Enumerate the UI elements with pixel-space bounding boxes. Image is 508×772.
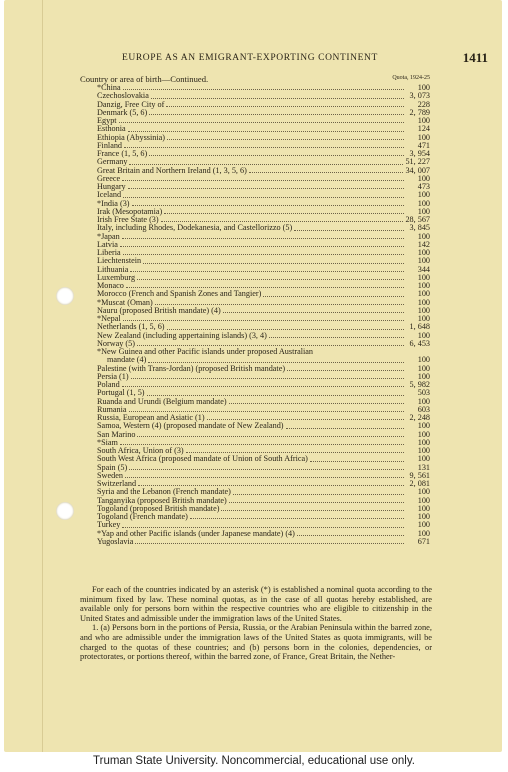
dot-leader — [233, 494, 404, 495]
table-row — [97, 398, 430, 406]
dot-leader — [132, 205, 404, 206]
country-name: Lithuania — [97, 264, 129, 274]
dot-leader — [123, 320, 404, 321]
country-name: South Africa, Union of (3) — [97, 446, 184, 455]
country-name: Finland — [97, 140, 123, 150]
quota-value: 3, 954 — [409, 149, 430, 158]
quota-value: 603 — [417, 404, 430, 414]
dot-leader — [149, 114, 404, 115]
dot-leader — [123, 89, 404, 90]
quota-value: 100 — [417, 297, 430, 307]
quota-table — [97, 84, 430, 546]
punch-hole-top — [56, 287, 74, 305]
quota-value: 100 — [417, 198, 430, 208]
dot-leader — [249, 172, 404, 173]
country-name: Spain (5) — [97, 462, 128, 472]
quota-value: 100 — [417, 272, 430, 282]
table-row — [97, 422, 430, 430]
dot-leader — [151, 98, 404, 99]
footnotes — [80, 585, 432, 662]
quota-value: 100 — [417, 190, 430, 200]
dot-leader — [137, 345, 404, 346]
country-name: Irish Free State (3) — [97, 215, 159, 224]
country-name: Rumania — [97, 404, 127, 414]
quota-value: 100 — [417, 396, 430, 406]
binding-fold-line — [42, 0, 43, 752]
country-name: *Nepal — [97, 314, 121, 323]
quota-value: 100 — [417, 256, 430, 266]
quota-value: 471 — [417, 140, 430, 150]
table-row — [97, 117, 430, 125]
dot-leader — [223, 312, 404, 313]
punch-hole-bottom — [56, 502, 74, 520]
quota-value: 100 — [417, 503, 430, 513]
quota-value: 100 — [417, 206, 430, 216]
country-name: Egypt — [97, 116, 117, 125]
dot-leader — [297, 535, 404, 536]
table-row — [97, 365, 430, 373]
country-name: Liechtenstein — [97, 256, 142, 266]
country-name: *New Guinea and other Pacific islands under proposed Australian — [97, 347, 314, 356]
country-name: New Zealand (including appertaining islands) (3, 4) — [97, 330, 267, 340]
country-name: Czechoslovakia — [97, 91, 149, 101]
country-name: Luxemburg — [97, 272, 136, 282]
country-name: Netherlands (1, 5, 6) — [97, 322, 165, 332]
table-row — [97, 431, 430, 439]
quota-value: 3, 845 — [409, 223, 430, 233]
dot-leader — [167, 329, 404, 330]
country-name: Ethiopia (Abyssinia) — [97, 132, 165, 142]
dot-leader — [119, 122, 404, 123]
country-name: *Yap and other Pacific islands (under Japanese mandate) (4) — [97, 528, 295, 538]
dot-leader — [229, 403, 404, 404]
quota-value: 28, 567 — [405, 215, 430, 224]
running-header — [122, 50, 492, 66]
dot-leader — [310, 461, 404, 462]
dot-leader — [137, 436, 404, 437]
country-name: Syria and the Lebanon (French mandate) — [97, 487, 231, 497]
dot-leader — [131, 378, 404, 379]
quota-value: 2, 081 — [409, 479, 430, 488]
dot-leader — [161, 221, 404, 222]
quota-value: 131 — [417, 462, 430, 472]
quota-value: 100 — [417, 528, 430, 538]
country-name: Denmark (5, 6) — [97, 107, 148, 117]
quota-value: 100 — [417, 116, 430, 125]
table-row — [97, 167, 430, 175]
table-row — [97, 183, 430, 191]
quota-value: 100 — [417, 520, 430, 530]
dot-leader — [229, 502, 404, 503]
country-name: Ruanda and Urundi (Belgium mandate) — [97, 396, 227, 406]
dot-leader — [143, 263, 404, 264]
table-row — [97, 332, 430, 340]
country-name: Latvia — [97, 239, 118, 249]
dot-leader — [135, 543, 404, 544]
quota-value: 100 — [417, 305, 430, 315]
dot-leader — [149, 155, 404, 156]
quota-value: 2, 789 — [409, 107, 430, 117]
country-name: Morocco (French and Spanish Zones and Tangier) — [97, 289, 262, 299]
quota-value: 124 — [417, 124, 430, 134]
country-name: Portugal (1, 5) — [97, 388, 145, 398]
dot-leader — [126, 287, 404, 288]
table-row — [97, 249, 430, 257]
dot-leader — [122, 180, 404, 181]
dot-leader — [123, 254, 404, 255]
note-paragraph-1: 1. (a) Persons born in the portions of Persia, Russia, or the Arabian Peninsula within the barred zone, and who are admissible under the immigration laws of the United States as quota immigrants, will be charged to the quotas of these countries; and (b) persons born in the colonies, dependencies, or protectorates, or portions thereof, within the barred zone, of France, Great Britain, the Nether- — [80, 623, 432, 662]
dot-leader — [125, 477, 404, 478]
country-name: Yugoslavia — [97, 536, 134, 546]
dot-leader — [122, 386, 404, 387]
quota-value: 100 — [417, 512, 430, 521]
country-name: Italy, including Rhodes, Dodekanesia, and Castellorizzo (5) — [97, 223, 293, 233]
country-name: South West Africa (proposed mandate of Union of South Africa) — [97, 454, 308, 464]
table-row — [97, 538, 430, 546]
dot-leader — [190, 518, 404, 519]
table-row — [97, 381, 430, 389]
quota-value: 51, 227 — [405, 157, 430, 167]
page-number: 1411 — [462, 50, 488, 65]
table-row — [97, 109, 430, 117]
note-paragraph-asterisk: For each of the countries indicated by an asterisk (*) is established a nominal quota according to the minimum fixed by law. These nominal quotas, as in the case of all quotas hereby established, are available only for persons born within the respective countries who are eligible to citizenship in the United States and admissible under the immigration laws of the United States. — [80, 585, 432, 623]
country-name: Turkey — [97, 520, 121, 530]
country-name: Nauru (proposed British mandate) (4) — [97, 305, 221, 315]
dot-leader — [148, 362, 404, 363]
dot-leader — [207, 419, 404, 420]
quota-value: 100 — [417, 446, 430, 455]
dot-leader — [129, 164, 403, 165]
country-name: *India (3) — [97, 198, 130, 208]
country-name: Irak (Mesopotamia) — [97, 206, 163, 216]
country-name: Greece — [97, 173, 121, 183]
country-name: *China — [97, 83, 121, 92]
country-name: Germany — [97, 157, 128, 167]
quota-value: 100 — [417, 132, 430, 142]
quota-value: 100 — [417, 173, 430, 183]
dot-leader — [129, 469, 404, 470]
dot-leader — [120, 246, 404, 247]
quota-value: 2, 248 — [409, 413, 430, 422]
dot-leader — [166, 106, 404, 107]
dot-leader — [167, 139, 404, 140]
quota-value: 671 — [417, 536, 430, 546]
country-name: Sweden — [97, 470, 123, 480]
dot-leader — [147, 395, 404, 396]
quota-value: 34, 007 — [405, 165, 430, 175]
column-header-country: Country or area of birth—Continued. — [80, 74, 209, 84]
country-name: Danzig, Free City of — [97, 99, 165, 109]
dot-leader — [164, 213, 404, 214]
quota-value: 100 — [417, 371, 430, 381]
quota-value: 100 — [417, 289, 430, 299]
table-row — [97, 134, 430, 142]
country-name: Norway (5) — [97, 338, 135, 348]
quota-value: 1, 648 — [409, 322, 430, 332]
dot-leader — [186, 452, 404, 453]
country-name: Russia, European and Asiatic (1) — [97, 413, 205, 422]
quota-value: 100 — [417, 83, 430, 92]
archive-credit: Truman State University. Noncommercial, educational use only. — [93, 755, 415, 767]
table-row — [97, 513, 430, 521]
dot-leader — [130, 271, 404, 272]
quota-value: 503 — [417, 388, 430, 398]
country-name: San Marino — [97, 429, 136, 439]
dot-leader — [294, 230, 404, 231]
country-name: Great Britain and Northern Ireland (1, 3, 5, 6) — [97, 165, 247, 175]
dot-leader — [286, 428, 404, 429]
table-row — [97, 348, 430, 356]
dot-leader — [263, 296, 404, 297]
table-row — [97, 150, 430, 158]
table-row — [97, 241, 430, 249]
quota-value: 100 — [417, 487, 430, 497]
country-name: Togoland (French mandate) — [97, 512, 188, 521]
country-name: Samoa, Western (4) (proposed mandate of New Zealand) — [97, 421, 284, 431]
country-name: Monaco — [97, 281, 124, 290]
quota-value: 9, 561 — [409, 470, 430, 480]
table-row — [97, 191, 430, 199]
quota-value: 100 — [417, 437, 430, 447]
country-name: mandate (4) — [107, 355, 147, 365]
dot-leader — [128, 188, 404, 189]
dot-leader — [122, 238, 404, 239]
quota-value: 100 — [417, 495, 430, 505]
country-name: Iceland — [97, 190, 122, 200]
table-row — [97, 455, 430, 463]
table-row — [97, 464, 430, 472]
quota-value: 6, 453 — [409, 338, 430, 348]
table-row — [97, 224, 430, 232]
quota-value: 100 — [417, 429, 430, 439]
dot-leader — [122, 527, 404, 528]
country-name: Tanganyika (proposed British mandate) — [97, 495, 227, 505]
dot-leader — [124, 147, 404, 148]
table-row — [97, 530, 430, 538]
country-name: Esthonia — [97, 124, 126, 134]
country-name: Palestine (with Trans-Jordan) (proposed British mandate) — [97, 363, 286, 373]
quota-value: 3, 073 — [409, 91, 430, 101]
quota-value: 228 — [417, 99, 430, 109]
table-row — [97, 274, 430, 282]
table-row — [97, 233, 430, 241]
dot-leader — [120, 444, 404, 445]
quota-value: 100 — [417, 421, 430, 431]
table-row — [97, 307, 430, 315]
quota-value: 100 — [417, 355, 430, 365]
dot-leader — [137, 279, 404, 280]
country-name: Switzerland — [97, 479, 137, 488]
column-header-quota: Quota, 1924-25 — [392, 75, 430, 81]
dot-leader — [269, 337, 404, 338]
country-name: Togoland (proposed British mandate) — [97, 503, 220, 513]
running-title: EUROPE AS AN EMIGRANT-EXPORTING CONTINENT — [122, 53, 378, 63]
table-row — [97, 175, 430, 183]
quota-value: 100 — [417, 231, 430, 241]
dot-leader — [138, 485, 404, 486]
quota-value: 100 — [417, 330, 430, 340]
country-name: *Siam — [97, 437, 118, 447]
table-row — [97, 257, 430, 265]
table-row — [97, 373, 430, 381]
table-row — [97, 472, 430, 480]
country-name: *Japan — [97, 231, 120, 241]
dot-leader — [155, 304, 404, 305]
quota-value: 5, 982 — [409, 380, 430, 389]
country-name: Persia (1) — [97, 371, 129, 381]
table-row — [97, 266, 430, 274]
country-name: Poland — [97, 380, 120, 389]
quota-value: 100 — [417, 248, 430, 257]
dot-leader — [129, 411, 404, 412]
country-name: France (1, 5, 6) — [97, 149, 148, 158]
quota-value: 100 — [417, 454, 430, 464]
quota-value: 100 — [417, 281, 430, 290]
quota-value: 100 — [417, 314, 430, 323]
dot-leader — [123, 197, 404, 198]
quota-value: 344 — [417, 264, 430, 274]
country-name: Liberia — [97, 248, 121, 257]
country-name: *Muscat (Oman) — [97, 297, 153, 307]
quota-value: 142 — [417, 239, 430, 249]
quota-value: 473 — [417, 182, 430, 191]
country-name: Hungary — [97, 182, 126, 191]
dot-leader — [221, 510, 404, 511]
dot-leader — [287, 370, 404, 371]
dot-leader — [128, 131, 404, 132]
quota-value: 100 — [417, 363, 430, 373]
